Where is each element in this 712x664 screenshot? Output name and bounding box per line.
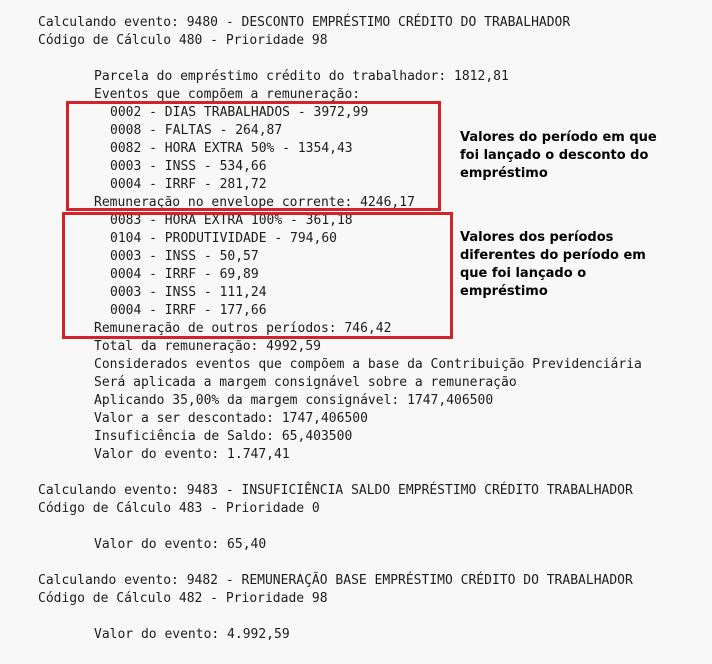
log-line-event-9482-title: Calculando evento: 9482 - REMUNERAÇÃO BASE EMPRÉSTIMO CRÉDITO DO TRABALHADOR — [38, 573, 633, 588]
log-line-remuneracao-outros: Remuneração de outros períodos: 746,42 — [94, 321, 392, 336]
log-line-insuficiencia: Insuficiência de Saldo: 65,403500 — [94, 429, 353, 444]
log-line-event-item: 0008 - FALTAS - 264,87 — [110, 123, 283, 138]
annotation-line: foi lançado o desconto do — [460, 148, 649, 163]
blank-line — [0, 518, 712, 536]
log-line-valor-evento-9480: Valor do evento: 1.747,41 — [94, 447, 290, 462]
log-line-parcela: Parcela do empréstimo crédito do trabalhador: 1812,81 — [94, 69, 509, 84]
annotation-current-period — [460, 129, 700, 183]
blank-line — [0, 464, 712, 482]
log-line-total-remuneracao: Total da remuneração: 4992,59 — [94, 339, 321, 354]
log-line-eventos-header: Eventos que compõem a remuneração: — [94, 87, 361, 102]
log-line-aplicando: Aplicando 35,00% da margem consignável: 1747,406500 — [94, 393, 494, 408]
annotation-line: empréstimo — [460, 166, 548, 181]
log-line-event-item: 0003 - INSS - 50,57 — [110, 249, 259, 264]
highlight-box-current-period — [66, 101, 441, 211]
annotation-line: diferentes do período em — [460, 248, 646, 263]
log-line-event-item: 0083 - HORA EXTRA 100% - 361,18 — [110, 213, 353, 228]
blank-line — [0, 50, 712, 68]
log-line-valor-descontado: Valor a ser descontado: 1747,406500 — [94, 411, 368, 426]
log-line-event-item: 0003 - INSS - 534,66 — [110, 159, 267, 174]
blank-line — [0, 554, 712, 572]
annotation-line: empréstimo — [460, 284, 548, 299]
log-line-event-item: 0004 - IRRF - 177,66 — [110, 303, 267, 318]
log-line-event-item: 0002 - DIAS TRABALHADOS - 3972,99 — [110, 105, 369, 120]
log-line-event-9480-code: Código de Cálculo 480 - Prioridade 98 — [38, 33, 328, 48]
log-line-event-9482-code: Código de Cálculo 482 - Prioridade 98 — [38, 591, 328, 606]
annotation-line: Valores do período em que — [460, 130, 657, 145]
log-line-event-9483-title: Calculando evento: 9483 - INSUFICIÊNCIA SALDO EMPRÉSTIMO CRÉDITO TRABALHADOR — [38, 483, 633, 498]
annotation-other-periods — [460, 229, 700, 301]
log-line-valor-evento-9482: Valor do evento: 4.992,59 — [94, 627, 290, 642]
log-line-event-item: 0004 - IRRF - 69,89 — [110, 267, 259, 282]
log-line-event-item: 0004 - IRRF - 281,72 — [110, 177, 267, 192]
log-line-event-9483-code: Código de Cálculo 483 - Prioridade 0 — [38, 501, 320, 516]
log-line-event-9480-title: Calculando evento: 9480 - DESCONTO EMPRÉSTIMO CRÉDITO DO TRABALHADOR — [38, 15, 571, 30]
log-line-event-item: 0104 - PRODUTIVIDADE - 794,60 — [110, 231, 337, 246]
log-line-considerados: Considerados eventos que compõem a base da Contribuição Previdenciária — [94, 357, 642, 372]
log-line-event-item: 0082 - HORA EXTRA 50% - 1354,43 — [110, 141, 353, 156]
log-line-margem: Será aplicada a margem consignável sobre a remuneração — [94, 375, 517, 390]
log-line-remuneracao-envelope: Remuneração no envelope corrente: 4246,17 — [94, 195, 415, 210]
log-line-valor-evento-9483: Valor do evento: 65,40 — [94, 537, 267, 552]
annotation-line: Valores dos períodos — [460, 230, 614, 245]
blank-line — [0, 608, 712, 626]
annotation-line: que foi lançado o — [460, 266, 587, 281]
highlight-box-other-periods — [62, 212, 453, 339]
log-line-event-item: 0003 - INSS - 111,24 — [110, 285, 267, 300]
